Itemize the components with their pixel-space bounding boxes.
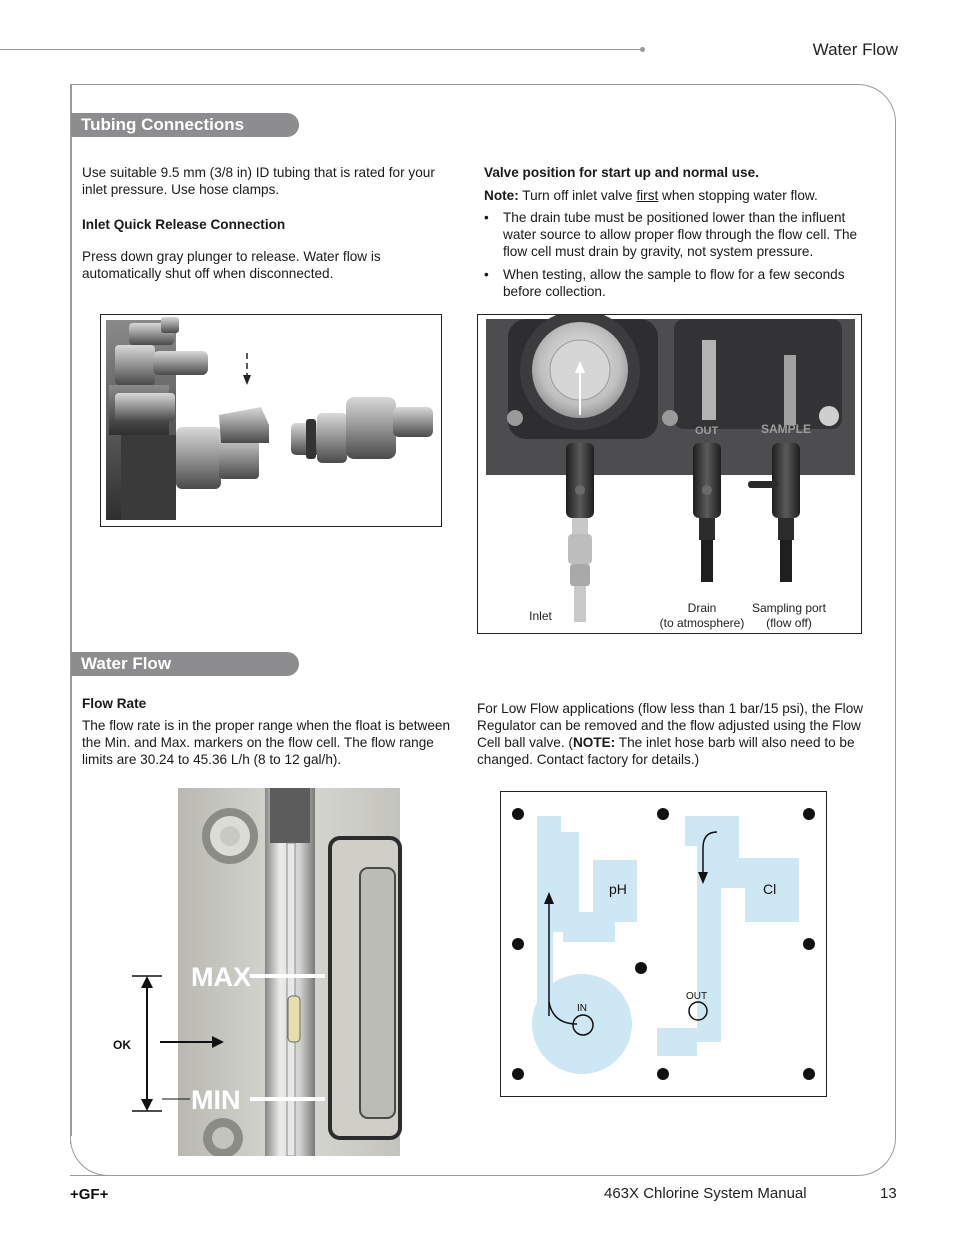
diagram-label-out: OUT xyxy=(686,991,708,1002)
caption-sampling-line1: Sampling port xyxy=(751,601,827,615)
list-item xyxy=(484,209,864,260)
ok-range-label: OK xyxy=(113,1038,131,1052)
panel-label-out: OUT xyxy=(695,425,719,437)
flow-path-illustration xyxy=(501,792,826,1096)
list-item xyxy=(484,266,864,300)
caption-sampling-line2: (flow off) xyxy=(766,616,812,630)
flow-path-diagram xyxy=(500,791,827,1097)
max-marker-label: MAX xyxy=(191,962,251,992)
caption-drain-line2: (to atmosphere) xyxy=(659,616,745,630)
inlet-heading: Inlet Quick Release Connection xyxy=(82,217,286,232)
flow-rate-heading: Flow Rate xyxy=(82,696,147,711)
valve-bullet-list xyxy=(484,209,864,300)
valve-note-underlined: first xyxy=(636,188,659,203)
valve-heading: Valve position for start up and normal use. xyxy=(484,165,759,180)
drain-valve xyxy=(693,443,721,582)
valve-note xyxy=(484,187,874,204)
inlet-text: Press down gray plunger to release. Water flow is automatically shut off when disconnected. xyxy=(82,249,381,281)
caption-drain-line1: Drain xyxy=(687,601,717,615)
valve-note-label: Note: xyxy=(484,188,519,203)
content-frame-left-edge xyxy=(70,84,72,1144)
inlet-valve xyxy=(566,443,594,622)
quick-release-figure xyxy=(100,314,442,527)
low-flow-pre: For Low Flow applications (flow less than 1 bar/15 psi), the Flow Regulator can be removed and the flow adjusted using the Flow Cell ball valve. ( xyxy=(477,701,864,750)
diagram-label-in: IN xyxy=(577,1003,587,1014)
footer-manual-title: 463X Chlorine System Manual xyxy=(604,1185,807,1202)
header-rule xyxy=(0,49,642,50)
flow-cell-illustration xyxy=(110,788,405,1156)
low-flow-note: NOTE: xyxy=(572,735,616,750)
valve-panel-figure xyxy=(477,314,862,634)
page-number: 13 xyxy=(880,1185,897,1202)
section-heading-water-flow: Water Flow xyxy=(71,652,299,676)
min-marker-label: MIN xyxy=(191,1085,241,1115)
caption-inlet: Inlet xyxy=(529,609,552,623)
flow-rate-text: The flow rate is in the proper range when the float is between the Min. and Max. markers on the flow cell. The flow range limits are 30.24 to 45.36 L/h (8 to 12 gal/h). xyxy=(82,718,451,767)
section-heading-tubing: Tubing Connections xyxy=(71,113,299,137)
gf-logo: +GF+ xyxy=(70,1186,109,1203)
page-header-title: Water Flow xyxy=(812,40,898,59)
low-flow-post: The inlet hose barb will also need to be changed. Contact factory for details.) xyxy=(477,735,855,767)
caption-drain xyxy=(650,601,754,631)
header-rule-end-dot xyxy=(640,47,645,52)
bullet-icon: • xyxy=(484,210,489,225)
bullet-text: The drain tube must be positioned lower than the influent water source to allow proper flow through the flow cell. The flow cell must drain by gravity, not system pressure. xyxy=(503,210,858,259)
diagram-label-ph: pH xyxy=(609,881,627,897)
quick-release-illustration xyxy=(101,315,441,526)
flow-cell-figure xyxy=(110,788,405,1156)
low-flow-text xyxy=(477,700,869,768)
tubing-intro: Use suitable 9.5 mm (3/8 in) ID tubing that is rated for your inlet pressure. Use hose clamps. xyxy=(82,165,435,197)
valve-note-post: when stopping water flow. xyxy=(658,188,818,203)
diagram-label-cl: Cl xyxy=(763,881,777,897)
bullet-icon: • xyxy=(484,267,489,282)
panel-label-sample: SAMPLE xyxy=(761,422,812,436)
valve-panel-illustration xyxy=(478,315,861,633)
caption-sampling xyxy=(744,601,834,631)
valve-note-pre: Turn off inlet valve xyxy=(518,188,637,203)
bullet-text: When testing, allow the sample to flow for a few seconds before collection. xyxy=(503,267,845,299)
